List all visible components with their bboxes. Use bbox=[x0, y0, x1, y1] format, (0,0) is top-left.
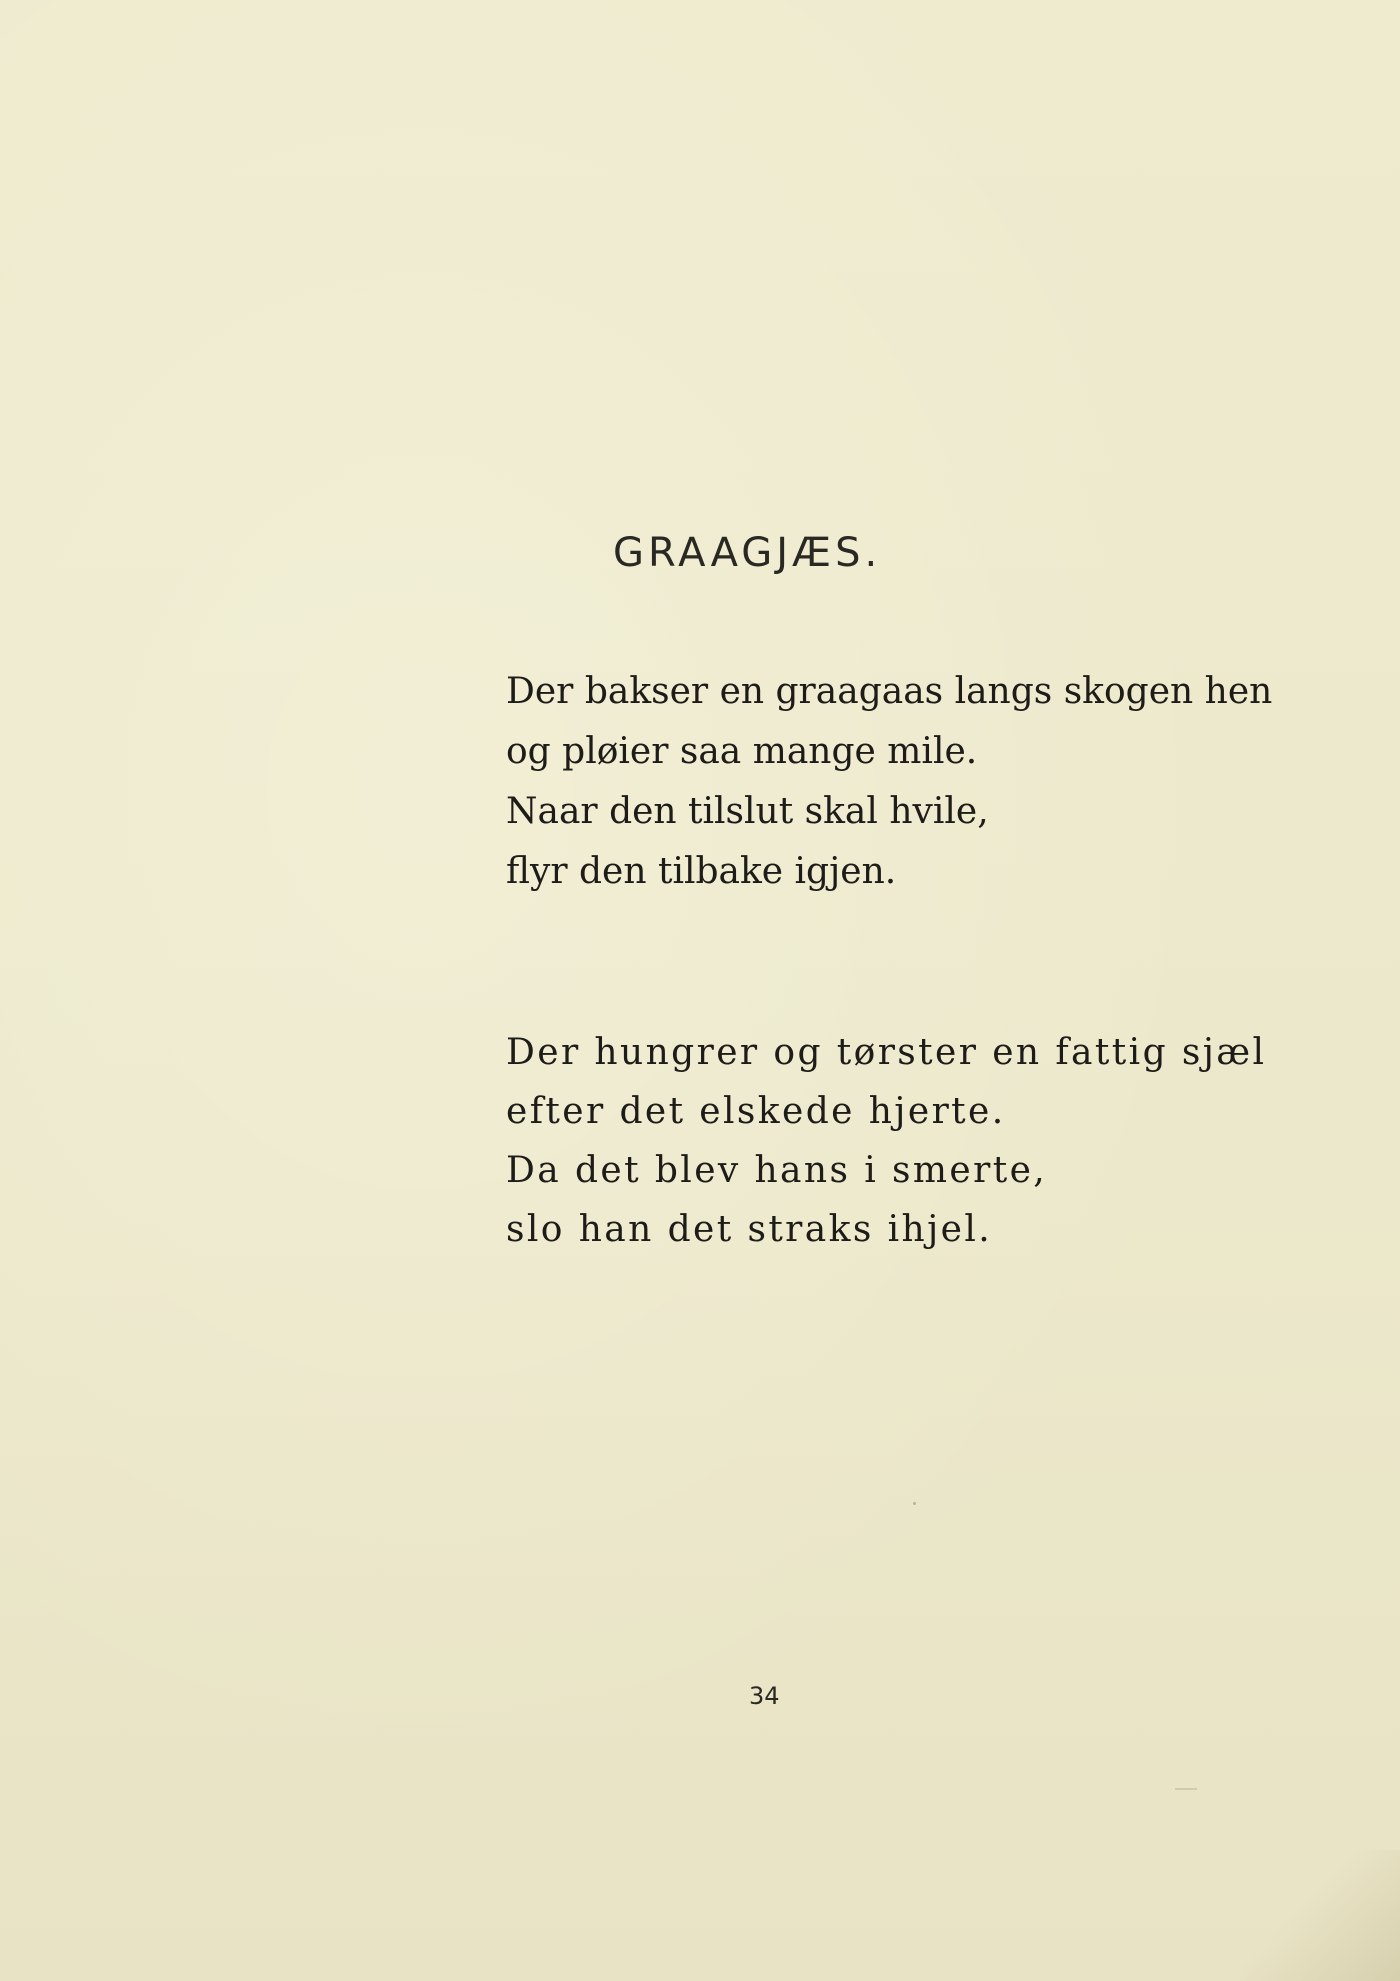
stanza-1-line-3: Naar den tilslut skal hvile, bbox=[506, 791, 989, 832]
poem-title: GRAAGJÆS. bbox=[613, 530, 882, 576]
stanza-1-line-2: og pløier saa mange mile. bbox=[506, 731, 978, 772]
stanza-2-line-1: Der hungrer og tørster en fattig sjæl bbox=[506, 1032, 1267, 1073]
paper-speck bbox=[913, 1502, 916, 1505]
page-number: 34 bbox=[749, 1682, 780, 1710]
stanza-2-line-4: slo han det straks ihjel. bbox=[506, 1209, 993, 1250]
stanza-1-line-4: flyr den tilbake igjen. bbox=[506, 851, 897, 892]
paper-mark bbox=[1175, 1788, 1197, 1790]
page-edge-shadow bbox=[1240, 1850, 1400, 1981]
stanza-1 bbox=[506, 662, 1272, 902]
stanza-1-line-1: Der bakser en graagaas langs skogen hen bbox=[506, 671, 1273, 712]
stanza-2-line-3: Da det blev hans i smerte, bbox=[506, 1150, 1048, 1191]
stanza-2 bbox=[506, 1023, 1266, 1259]
stanza-2-line-2: efter det elskede hjerte. bbox=[506, 1091, 1006, 1132]
